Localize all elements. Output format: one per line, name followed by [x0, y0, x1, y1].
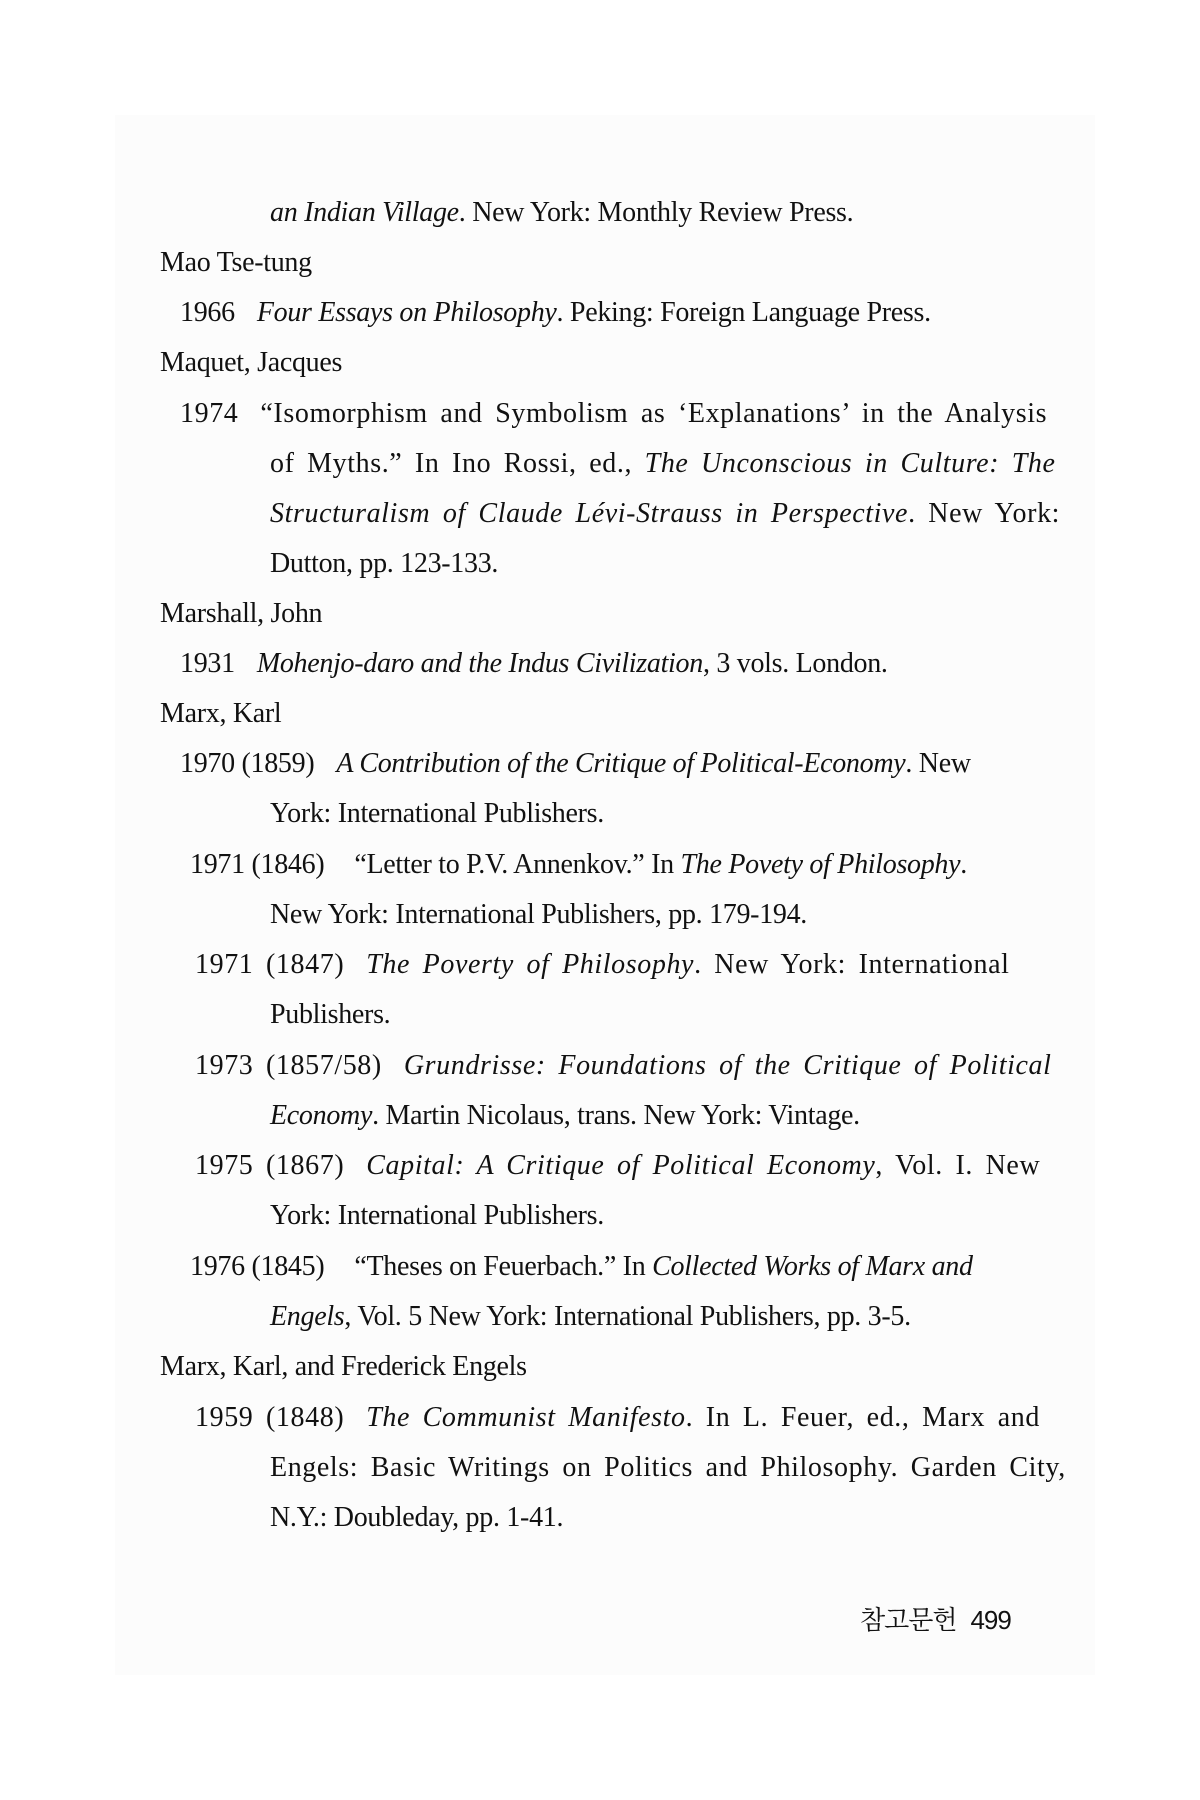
entry-text: , Vol. 5 New York: International Publishers, pp. 3-5. [344, 1301, 911, 1332]
bibliography-entry [195, 948, 1009, 982]
bibliography-entry [180, 296, 931, 330]
entry-text: “Letter to P.V. Annenkov.” In [354, 849, 681, 880]
entry-year: 1931 [180, 648, 235, 679]
title-italic: A Contribution of the Critique of Political-Economy [336, 748, 906, 779]
entry-year: 1974 [180, 398, 239, 429]
entry-text: . New York: International [694, 949, 1010, 980]
entry-text: of Myths.” In Ino Rossi, ed., [270, 448, 645, 479]
bibliography-entry [190, 1250, 973, 1284]
title-italic: The Poverty of Philosophy [366, 949, 695, 980]
title-italic: Structuralism of Claude Lévi-Strauss in Perspective [270, 498, 909, 529]
title-italic: Capital: A Critique of Political Economy [366, 1150, 876, 1181]
author-heading: Marx, Karl [160, 698, 282, 729]
author-heading: Marx, Karl, and Frederick Engels [160, 1351, 527, 1382]
entry-continuation: Engels: Basic Writings on Politics and Philosophy. Garden City, [270, 1452, 1066, 1483]
entry-year: 1975 (1867) [195, 1150, 345, 1181]
bibliography-entry [180, 647, 888, 681]
title-italic: The Communist Manifesto [366, 1402, 686, 1433]
title-italic: Grundrisse: Foundations of the Critique of Political [403, 1050, 1052, 1081]
entry-text: “Theses on Feuerbach.” In [354, 1251, 653, 1282]
entry-year: 1959 (1848) [195, 1402, 345, 1433]
publisher-text: . New York: Monthly Review Press. [458, 197, 854, 228]
title-italic: The Povety of Philosophy [680, 849, 961, 880]
title-italic: Four Essays on Philosophy [256, 297, 557, 328]
entry-continuation [270, 196, 853, 230]
entry-year: 1971 (1847) [195, 949, 345, 980]
entry-year: 1973 (1857/58) [195, 1050, 382, 1081]
entry-continuation: York: International Publishers. [270, 1200, 604, 1231]
bibliography-entry [190, 848, 967, 882]
entry-text: . Martin Nicolaus, trans. New York: Vintage. [372, 1100, 860, 1131]
title-italic: an Indian Village [270, 197, 459, 228]
title-italic: Economy [270, 1100, 373, 1131]
bibliography-entry [180, 397, 1047, 431]
bibliography-entry [195, 1149, 1040, 1183]
page-number: 499 [970, 1605, 1011, 1635]
entry-continuation: Publishers. [270, 999, 391, 1030]
entry-text: , Vol. I. New [875, 1150, 1041, 1181]
entry-text: . New [905, 748, 971, 779]
entry-continuation: Dutton, pp. 123-133. [270, 548, 499, 579]
page-footer [860, 1604, 1011, 1637]
entry-year: 1971 (1846) [190, 849, 325, 880]
author-heading: Maquet, Jacques [160, 347, 343, 378]
publisher-text: , 3 vols. London. [702, 648, 888, 679]
bibliography-entry [180, 747, 971, 781]
author-heading: Marshall, John [160, 598, 323, 629]
entry-continuation [270, 497, 1060, 531]
title-italic: Engels [270, 1301, 345, 1332]
title-italic: Collected Works of Marx and [652, 1251, 973, 1282]
entry-continuation [270, 447, 1056, 481]
entry-text: . New York: [908, 498, 1061, 529]
bibliography-entry [195, 1401, 1040, 1435]
author-heading: Mao Tse-tung [160, 247, 312, 278]
entry-continuation: York: International Publishers. [270, 798, 604, 829]
publisher-text: . Peking: Foreign Language Press. [556, 297, 931, 328]
entry-continuation: N.Y.: Doubleday, pp. 1-41. [270, 1502, 564, 1533]
entry-year: 1970 (1859) [180, 748, 315, 779]
entry-text: “Isomorphism and Symbolism as ‘Explanations’ in the Analysis [260, 398, 1048, 429]
bibliography-entry [195, 1049, 1051, 1083]
entry-text: . In L. Feuer, ed., Marx and [685, 1402, 1040, 1433]
entry-continuation: New York: International Publishers, pp. 179-194. [270, 899, 808, 930]
entry-continuation [270, 1099, 860, 1133]
section-title: 참고문헌 [860, 1606, 957, 1636]
title-italic: The Unconscious in Culture: The [644, 448, 1056, 479]
entry-text: . [960, 849, 967, 880]
title-italic: Mohenjo-daro and the Indus Civilization [256, 648, 703, 679]
entry-year: 1976 (1845) [190, 1251, 325, 1282]
entry-continuation [270, 1300, 911, 1334]
entry-year: 1966 [180, 297, 235, 328]
